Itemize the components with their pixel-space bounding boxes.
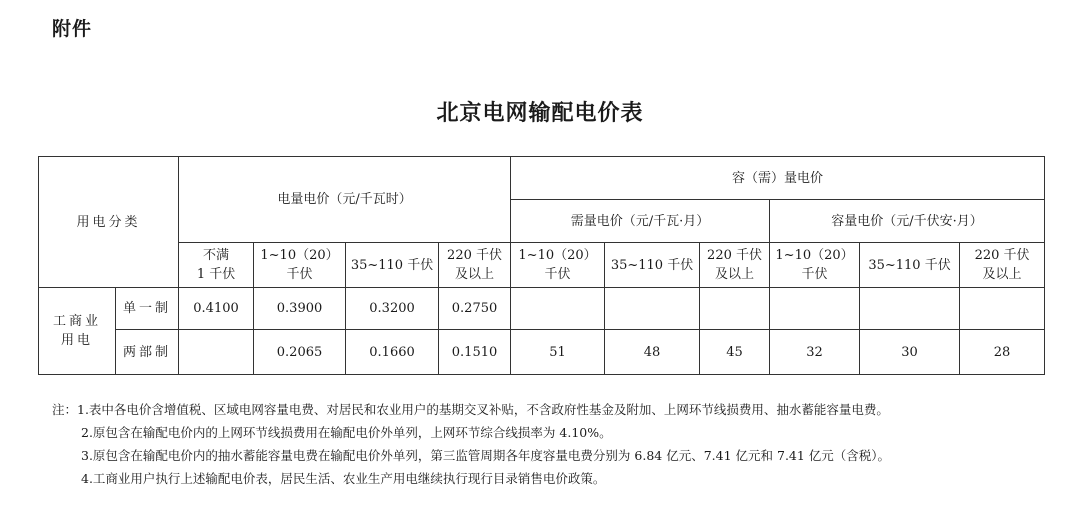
- header-capacity-price: 容量电价（元/千伏安·月）: [770, 200, 1045, 243]
- cell: 0.2065: [254, 330, 346, 375]
- note-item: 注：1.表中各电价含增值税、区域电网容量电费、对居民和农业用户的基期交叉补贴，不含政府性基金及附加、上网环节线损费用、抽水蓄能容量电费。: [52, 402, 889, 417]
- cell: [605, 288, 700, 330]
- cell: 30: [860, 330, 960, 375]
- col-header: 35~110 千伏: [605, 243, 700, 288]
- cell: 0.3900: [254, 288, 346, 330]
- header-category: 用电分类: [39, 157, 179, 288]
- cell: 0.1510: [439, 330, 511, 375]
- cell: 28: [960, 330, 1045, 375]
- cell: [860, 288, 960, 330]
- note-item: 2.原包含在输配电价内的上网环节线损费用在输配电价外单列，上网环节综合线损率为 4.10%。: [81, 425, 612, 440]
- cell: [960, 288, 1045, 330]
- page-title: 北京电网输配电价表: [436, 101, 644, 126]
- cell: [179, 330, 254, 375]
- col-header: 1~10（20） 千伏: [511, 243, 605, 288]
- col-header: 1~10（20） 千伏: [254, 243, 346, 288]
- cell: [770, 288, 860, 330]
- col-header: 1~10（20） 千伏: [770, 243, 860, 288]
- cell: 45: [700, 330, 770, 375]
- cell: 0.2750: [439, 288, 511, 330]
- cell: 32: [770, 330, 860, 375]
- note-item: 3.原包含在输配电价内的抽水蓄能容量电费在输配电价外单列，第三监管周期各年度容量电费分别为 6.84 亿元、7.41 亿元和 7.41 亿元（含税）。: [81, 448, 891, 463]
- price-table: [38, 156, 1045, 375]
- row-name: 两部制: [116, 330, 179, 375]
- cell: 51: [511, 330, 605, 375]
- group-label: 工商业 用电: [39, 288, 116, 375]
- col-header: 35~110 千伏: [346, 243, 439, 288]
- col-header: 35~110 千伏: [860, 243, 960, 288]
- cell: 0.4100: [179, 288, 254, 330]
- cell: [511, 288, 605, 330]
- header-capacity-demand-price: 容（需）量电价: [511, 157, 1045, 200]
- header-demand-price: 需量电价（元/千瓦·月）: [511, 200, 770, 243]
- header-energy-price: 电量电价（元/千瓦时）: [179, 157, 511, 243]
- col-header: 220 千伏 及以上: [960, 243, 1045, 288]
- col-header: 220 千伏 及以上: [700, 243, 770, 288]
- col-header: 不满 1 千伏: [179, 243, 254, 288]
- cell: 48: [605, 330, 700, 375]
- table-row: [39, 288, 1045, 330]
- notes: [52, 398, 1072, 490]
- note-item: 4.工商业用户执行上述输配电价表，居民生活、农业生产用电继续执行现行目录销售电价政策。: [81, 471, 606, 486]
- table-row: [39, 330, 1045, 375]
- cell: 0.1660: [346, 330, 439, 375]
- attachment-label: 附件: [52, 18, 93, 40]
- cell: 0.3200: [346, 288, 439, 330]
- cell: [700, 288, 770, 330]
- row-name: 单一制: [116, 288, 179, 330]
- col-header: 220 千伏 及以上: [439, 243, 511, 288]
